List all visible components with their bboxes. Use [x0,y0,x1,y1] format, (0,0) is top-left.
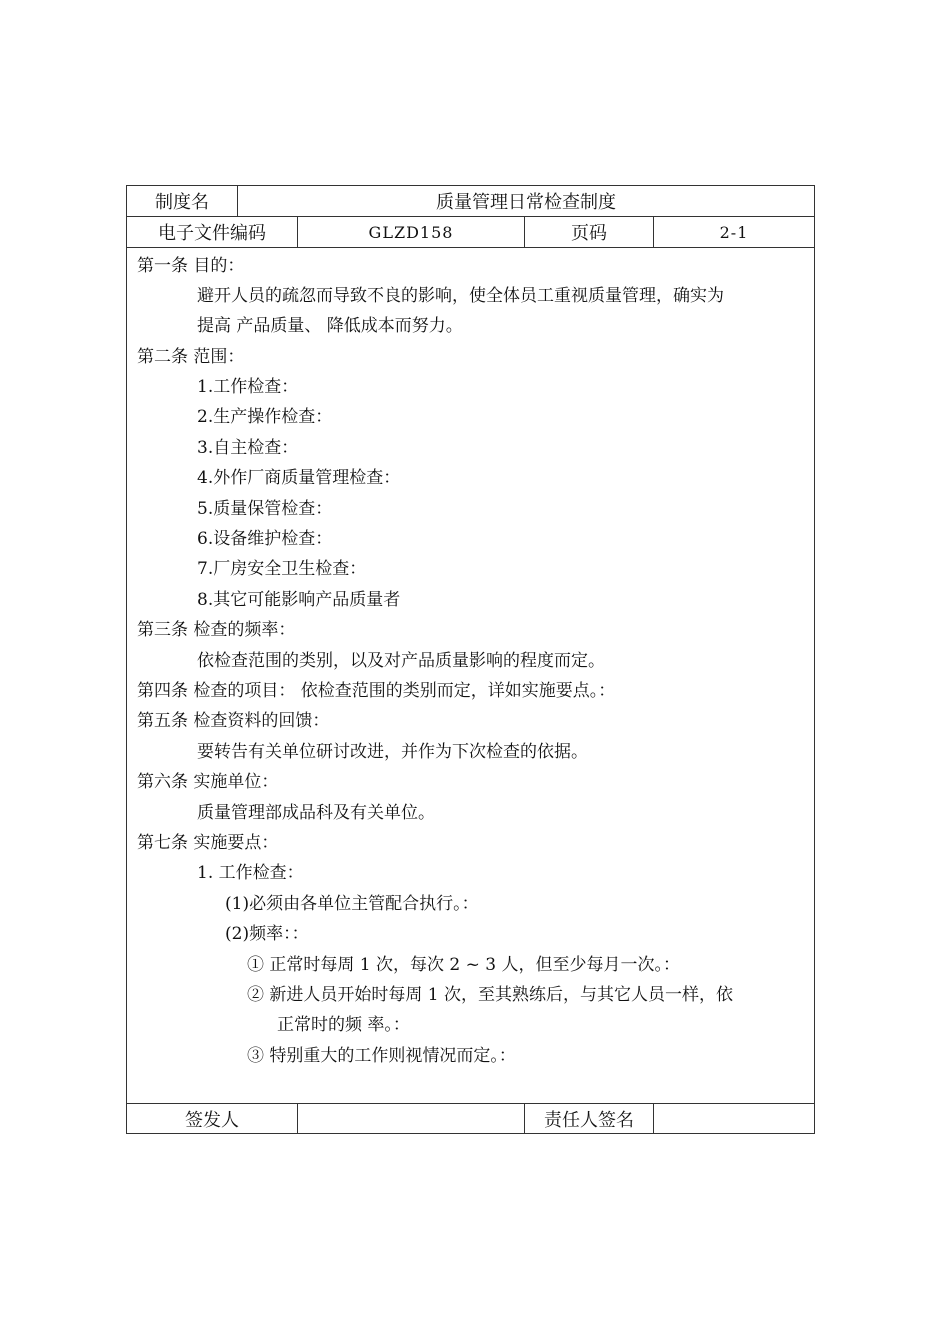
article-5-title: 第五条 检查资料的回馈： [137,711,330,731]
article-3-title: 第三条 检查的频率： [137,620,296,640]
article-1-text-line1: 避开人员的疏忽而导致不良的影响，使全体员工重视质量管理，确实为 [197,286,724,306]
frequency-item-1: ① 正常时每周 1 次，每次 2 ~ 3 人，但至少每月一次。： [247,955,681,975]
scope-item: 5.质量保管检查： [197,499,333,519]
article-7-point-2: (2)频率：： [225,924,309,944]
issuer-label: 签发人 [185,1109,239,1131]
frequency-item-2-line1: ② 新进人员开始时每周 1 次，至其熟练后，与其它人员一样，依 [247,985,734,1005]
article-5-text: 要转告有关单位研讨改进，并作为下次检查的依据。 [197,742,588,762]
article-6-title: 第六条 实施单位： [137,772,279,792]
scope-item: 7.厂房安全卫生检查： [197,559,367,579]
name-label: 制度名 [155,192,209,213]
scope-item: 2.生产操作检查： [197,407,333,427]
regulation-form [126,185,815,1134]
article-4-title: 第四条 检查的项目： 依检查范围的类别而定，详如实施要点。： [137,681,616,701]
code-row [127,217,814,248]
article-7-title: 第七条 实施要点： [137,833,279,853]
issuer-field[interactable] [297,1104,524,1133]
scope-item: 3.自主检查： [197,438,299,458]
responsible-signature-field[interactable] [653,1104,814,1133]
article-7-section-1: 1. 工作检查： [197,863,304,883]
code-value: GLZD158 [297,217,524,247]
document-body [127,248,814,1103]
article-1-text-line2: 提高 产品质量、 降低成本而努力。 [197,316,463,336]
article-2-title: 第二条 范围： [137,347,245,367]
frequency-item-2-line2: 正常时的频 率。： [277,1015,410,1035]
code-label: 电子文件编码 [158,223,266,244]
scope-item: 4.外作厂商质量管理检查： [197,468,401,488]
article-7-point-1: (1)必须由各单位主管配合执行。： [225,894,479,914]
page-value: 2-1 [653,217,814,247]
signature-row [127,1103,814,1133]
responsible-signature-label: 责任人签名 [524,1104,653,1133]
scope-item: 1.工作检查： [197,377,299,397]
article-1-title: 第一条 目的： [137,256,245,276]
article-6-text: 质量管理部成品科及有关单位。 [197,803,435,823]
document-title: 质量管理日常检查制度 [237,186,814,216]
page-label: 页码 [524,217,653,247]
title-row [127,186,814,217]
scope-item: 6.设备维护检查： [197,529,333,549]
frequency-item-3: ③ 特别重大的工作则视情况而定。： [247,1046,516,1066]
article-3-text: 依检查范围的类别，以及对产品质量影响的程度而定。 [197,651,605,671]
scope-item: 8.其它可能影响产品质量者 [197,590,401,610]
